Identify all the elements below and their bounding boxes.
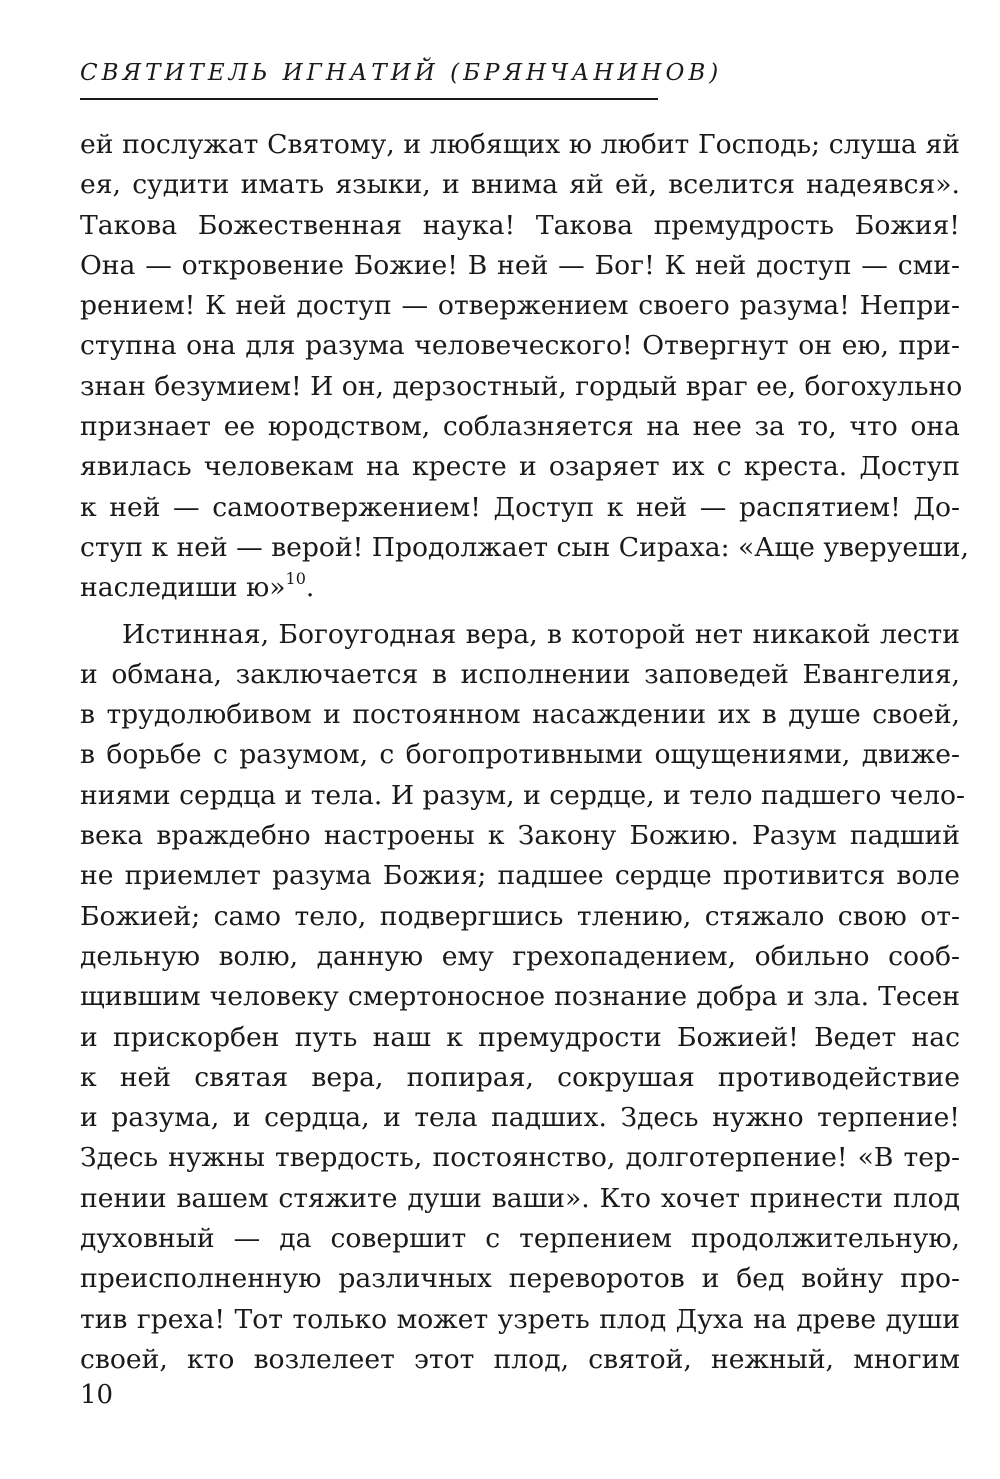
text-line: не приемлет разума Божия; падшее сердце противится воле (80, 860, 960, 892)
text-line: Здесь нужны твердость, постоянство, долготерпение! «В тер- (80, 1142, 960, 1174)
text-line: в борьбе с разумом, с богопротивными ощущениями, движе- (80, 739, 960, 771)
text-line: ей послужат Святому, и любящих ю любит Господь; слуша яй (80, 129, 960, 160)
text-line: и прискорбен путь наш к премудрости Божией! Ведет нас (80, 1021, 960, 1053)
text-line: и разума, и сердца, и тела падших. Здесь нужно терпение! (80, 1102, 960, 1134)
text-line-first: Истинная, Богоугодная вера, в которой нет никакой лести (122, 618, 960, 650)
header-rule (80, 98, 658, 100)
final-line-end: . (305, 572, 315, 604)
text-line: преисполненную различных переворотов и бед войну про- (80, 1263, 960, 1295)
text-line: ниями сердца и тела. И разум, и сердце, и тело падшего чело- (80, 779, 966, 811)
text-line: рением! К ней доступ — отвержением своего разума! Непри- (80, 290, 960, 322)
paragraph-2 (80, 615, 966, 1381)
text-line: и обмана, заключается в исполнении заповедей Евангелия, (80, 658, 960, 690)
text-line: в трудолюбивом и постоянном насаждении их в душе своей, (80, 699, 960, 731)
text-line: дельную волю, данную ему грехопадением, обильно сооб- (80, 940, 960, 972)
running-head: СВЯТИТЕЛЬ ИГНАТИЙ (БРЯНЧАНИНОВ) (80, 60, 723, 86)
text-line: Она — откровение Божие! В ней — Бог! К ней доступ — сми- (80, 249, 960, 281)
text-line: ея, судити имать языки, и внима яй ей, вселится надеявся». (80, 169, 960, 201)
final-line-text: наследиши ю» (80, 572, 286, 604)
text-line: к ней — самоотвержением! Доступ к ней — распятием! До- (80, 491, 960, 523)
page-number: 10 (80, 1380, 114, 1410)
text-line: к ней святая вера, попирая, сокрушая противодействие (80, 1061, 960, 1093)
text-line: Божией; само тело, подвергшись тлению, стяжало свою от- (80, 900, 960, 932)
text-line: духовный — да совершит с терпением продолжительную, (80, 1223, 960, 1255)
text-line: Такова Божественная наука! Такова премудрость Божия! (80, 209, 960, 241)
text-line: века враждебно настроены к Закону Божию. Разум падший (80, 820, 960, 852)
text-line: пении вашем стяжите души ваши». Кто хочет принести плод (80, 1182, 960, 1214)
paragraph-1 (80, 125, 969, 609)
text-line: ступна она для разума человеческого! Отвергнут он ею, при- (80, 330, 960, 362)
text-line: ступ к ней — верой! Продолжает сын Сираха: «Аще уверуеши, (80, 531, 969, 563)
text-line: знан безумием! И он, дерзостный, гордый враг ее, богохульно (80, 370, 963, 402)
text-line: тив греха! Тот только может узреть плод Духа на древе души (80, 1303, 960, 1335)
text-line-final (80, 568, 960, 608)
body-text (80, 125, 969, 1380)
footnote-reference: 10 (285, 569, 306, 589)
text-line: явилась человекам на кресте и озаряет их с креста. Доступ (80, 451, 960, 483)
text-line: щившим человеку смертоносное познание добра и зла. Тесен (80, 981, 960, 1013)
text-line: признает ее юродством, соблазняется на нее за то, что она (80, 411, 960, 443)
text-line: своей, кто возлелеет этот плод, святой, нежный, многим (80, 1343, 960, 1375)
